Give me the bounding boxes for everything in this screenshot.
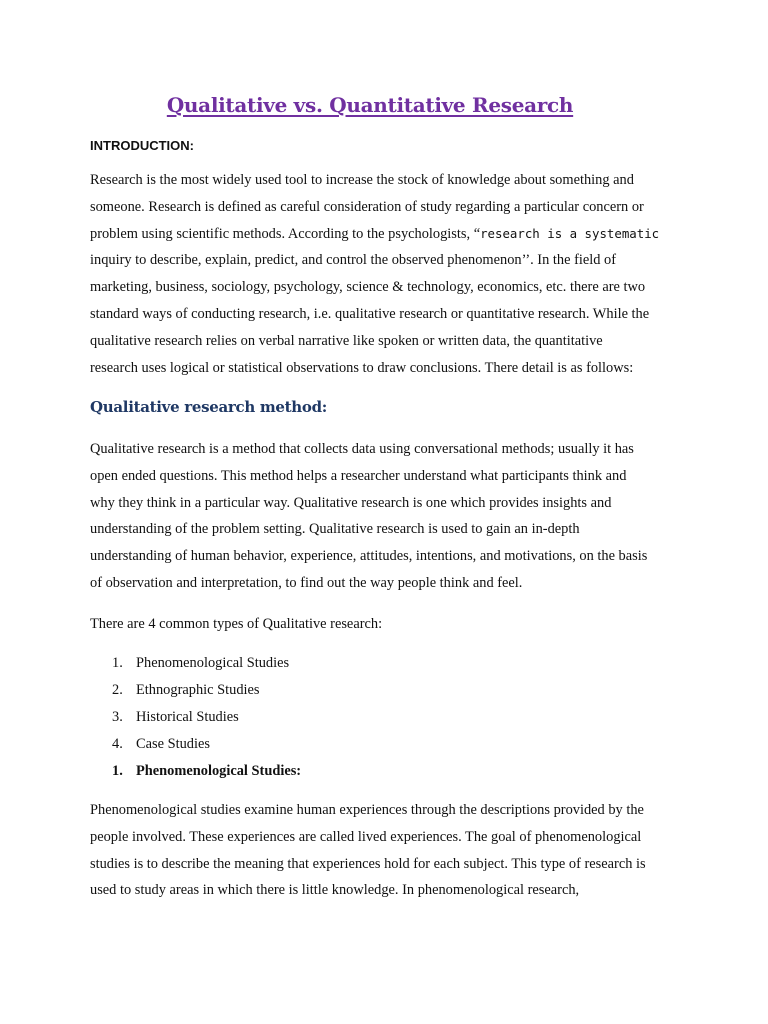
qualitative-paragraph (90, 436, 690, 597)
paragraph-line: understanding of the problem setting. Qualitative research is used to gain an in-depth (90, 521, 580, 538)
list-label: Historical Studies (136, 709, 239, 725)
paragraph-line: open ended questions. This method helps a researcher understand what participants think and (90, 467, 627, 484)
section-heading: Qualitative research method: (90, 398, 328, 416)
list-number: 3. (112, 709, 123, 725)
sub-heading-label: Phenomenological Studies: (136, 763, 302, 779)
paragraph-line: Research is the most widely used tool to increase the stock of knowledge about something and (90, 172, 634, 188)
list-item (112, 705, 289, 732)
paragraph-line: Phenomenological studies examine human experiences through the descriptions provided by the (90, 802, 644, 818)
list-number: 2. (112, 682, 123, 698)
paragraph-line: inquiry to describe, explain, predict, and control the observed phenomenon’’. In the field of (90, 252, 617, 269)
paragraph-line: used to study areas in which there is little knowledge. In phenomenological research, (90, 882, 580, 899)
paragraph-line: qualitative research relies on verbal narrative like spoken or written data, the quantitative (90, 332, 603, 349)
list-item (112, 732, 289, 759)
quote-lead-text: problem using scientific methods. According to the psychologists, “ (90, 225, 481, 242)
types-list (112, 651, 289, 759)
document-title: Qualitative vs. Quantitative Research (166, 93, 574, 117)
introduction-label: INTRODUCTION: (90, 138, 194, 153)
paragraph-line (90, 221, 690, 248)
list-item (112, 651, 289, 678)
phenomenological-paragraph (90, 797, 690, 904)
paragraph-line: standard ways of conducting research, i.e. qualitative research or quantitative research. While the (90, 305, 650, 322)
paragraph-line: studies is to describe the meaning that experiences hold for each subject. This type of research is (90, 855, 646, 872)
sub-heading-number: 1. (112, 763, 123, 779)
quote-fragment: research is a systematic (480, 225, 660, 241)
list-number: 1. (112, 655, 123, 671)
paragraph-line: people involved. These experiences are called lived experiences. The goal of phenomenological (90, 828, 642, 845)
list-label: Phenomenological Studies (136, 655, 290, 671)
paragraph-line: why they think in a particular way. Qualitative research is one which provides insights and (90, 494, 612, 511)
introduction-paragraph (90, 167, 690, 381)
list-label: Ethnographic Studies (136, 682, 260, 698)
list-item (112, 678, 289, 705)
paragraph-line: understanding of human behavior, experience, attitudes, intentions, and motivations, on the basis (90, 548, 648, 565)
list-label: Case Studies (136, 736, 210, 752)
paragraph-line: research uses logical or statistical observations to draw conclusions. There detail is as follows: (90, 359, 634, 376)
types-intro: There are 4 common types of Qualitative research: (90, 616, 383, 632)
paragraph-line: someone. Research is defined as careful consideration of study regarding a particular concern or (90, 198, 644, 215)
sub-heading (112, 759, 301, 783)
list-number: 4. (112, 736, 123, 752)
paragraph-line: marketing, business, sociology, psychology, science & technology, economics, etc. there are two (90, 279, 646, 296)
paragraph-line: of observation and interpretation, to find out the way people think and feel. (90, 574, 523, 591)
paragraph-line: Qualitative research is a method that collects data using conversational methods; usually it has (90, 441, 634, 457)
